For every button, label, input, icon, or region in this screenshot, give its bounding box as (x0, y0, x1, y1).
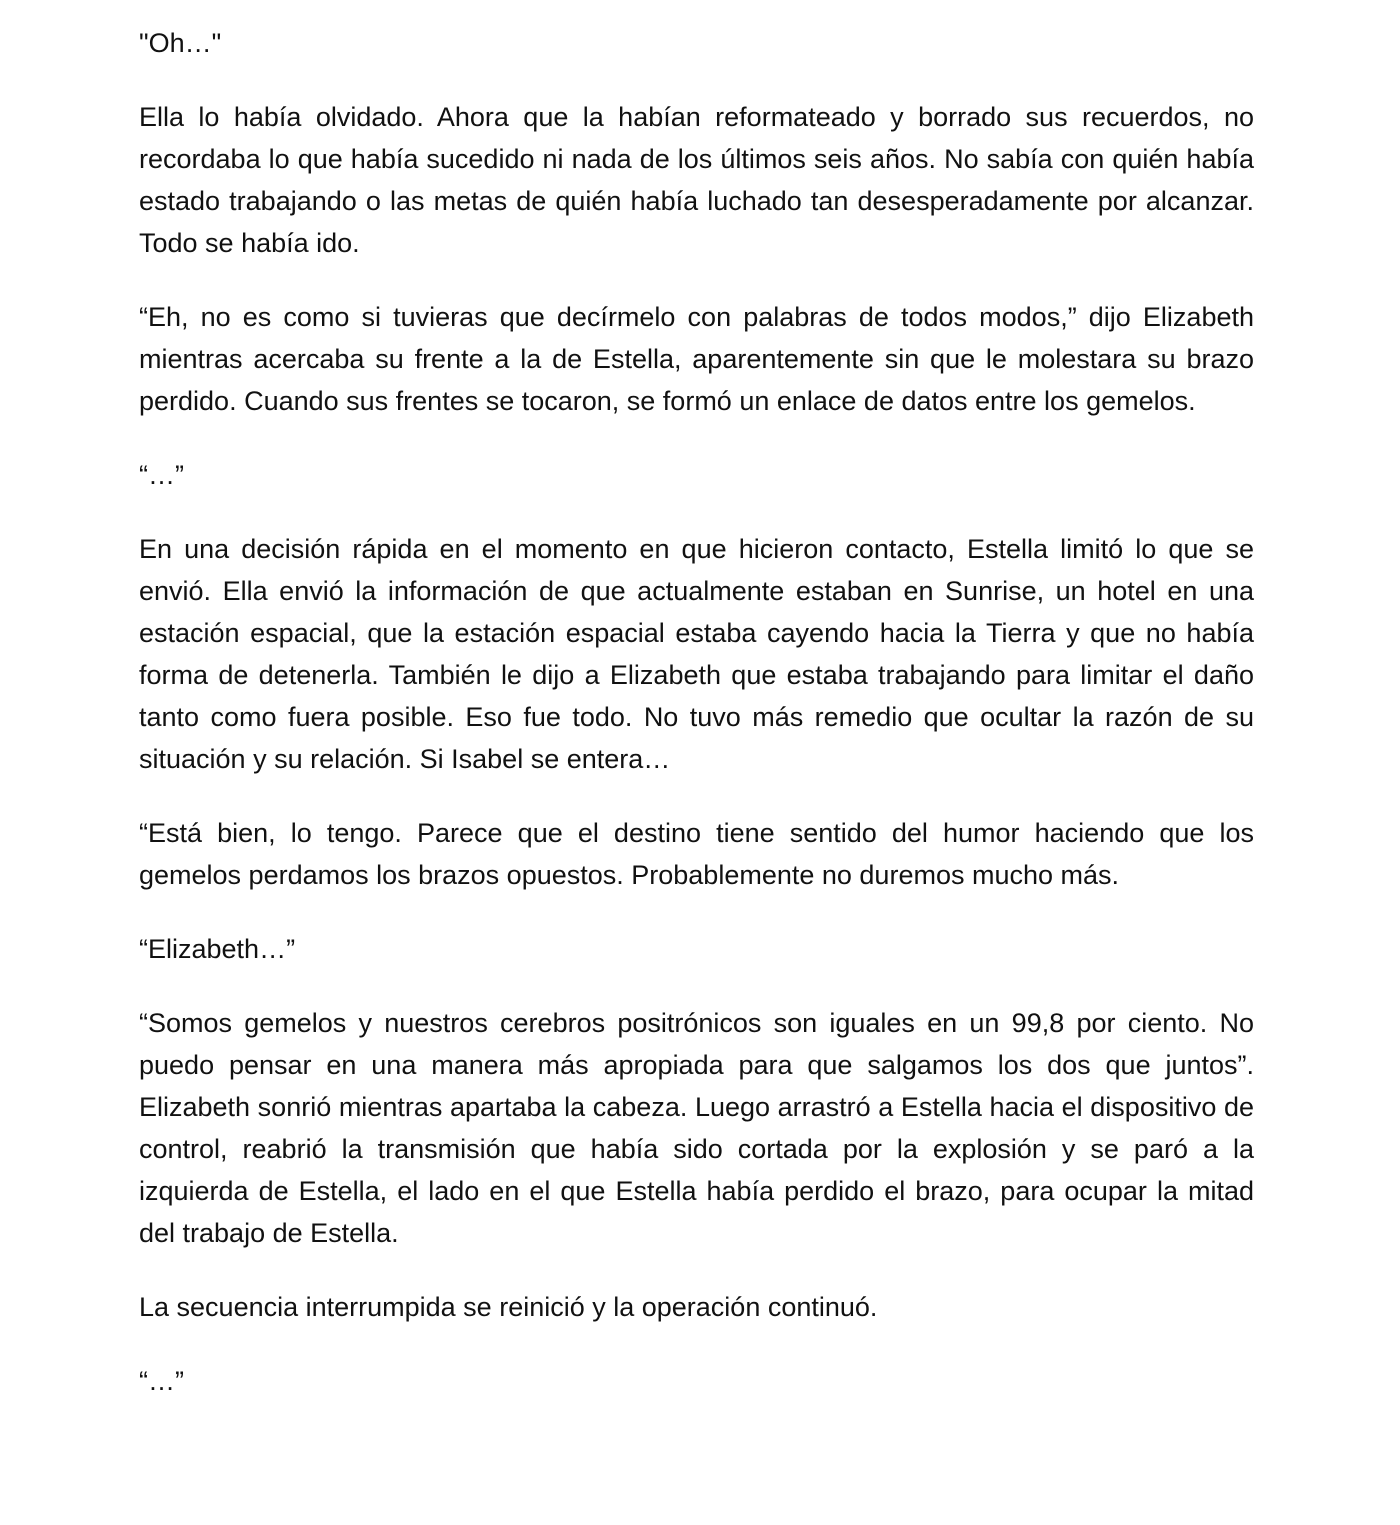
paragraph-oh: "Oh…" (139, 28, 222, 58)
paragraph-twins-together: “Somos gemelos y nuestros cerebros positrónicos son iguales en un 99,8 por ciento. No puedo pensar en una manera más apropiada para que salgamos los dos que juntos”. Elizabeth sonrió mientras apartaba la cabeza. Luego arrastró a Estella hacia el dispositivo de control, reabrió la transmisión que había sido cortada por la explosión y se paró a la izquierda de Estella, el lado en el que Estella había perdido el brazo, para ocupar la mitad del trabajo de Estella. (139, 1008, 1254, 1248)
paragraph-sequence-restarted: La secuencia interrumpida se reinició y la operación continuó. (139, 1292, 878, 1322)
paragraph-elizabeth-name: “Elizabeth…” (139, 934, 296, 964)
paragraph-got-it: “Está bien, lo tengo. Parece que el destino tiene sentido del humor haciendo que los gemelos perdamos los brazos opuestos. Probablemente no duremos mucho más. (139, 818, 1254, 890)
paragraph-ellipsis-1: “…” (139, 460, 184, 490)
paragraph-elizabeth-data-link: “Eh, no es como si tuvieras que decírmelo con palabras de todos modos,” dijo Elizabeth mientras acercaba su frente a la de Estella, aparentemente sin que le molestara su brazo perdido. Cuando sus frentes se tocaron, se formó un enlace de datos entre los gemelos. (139, 302, 1254, 416)
paragraph-estella-decision: En una decisión rápida en el momento en que hicieron contacto, Estella limitó lo que se envió. Ella envió la información de que actualmente estaban en Sunrise, un hotel en una estación espacial, que la estación espacial estaba cayendo hacia la Tierra y que no había forma de detenerla. También le dijo a Elizabeth que estaba trabajando para limitar el daño tanto como fuera posible. Eso fue todo. No tuvo más remedio que ocultar la razón de su situación y su relación. Si Isabel se entera… (139, 534, 1254, 774)
paragraph-forgotten-memories: Ella lo había olvidado. Ahora que la habían reformateado y borrado sus recuerdos, no recordaba lo que había sucedido ni nada de los últimos seis años. No sabía con quién había estado trabajando o las metas de quién había luchado tan desesperadamente por alcanzar. Todo se había ido. (139, 102, 1254, 258)
paragraph-ellipsis-2: “…” (139, 1366, 184, 1396)
document-page (139, 22, 1254, 1434)
